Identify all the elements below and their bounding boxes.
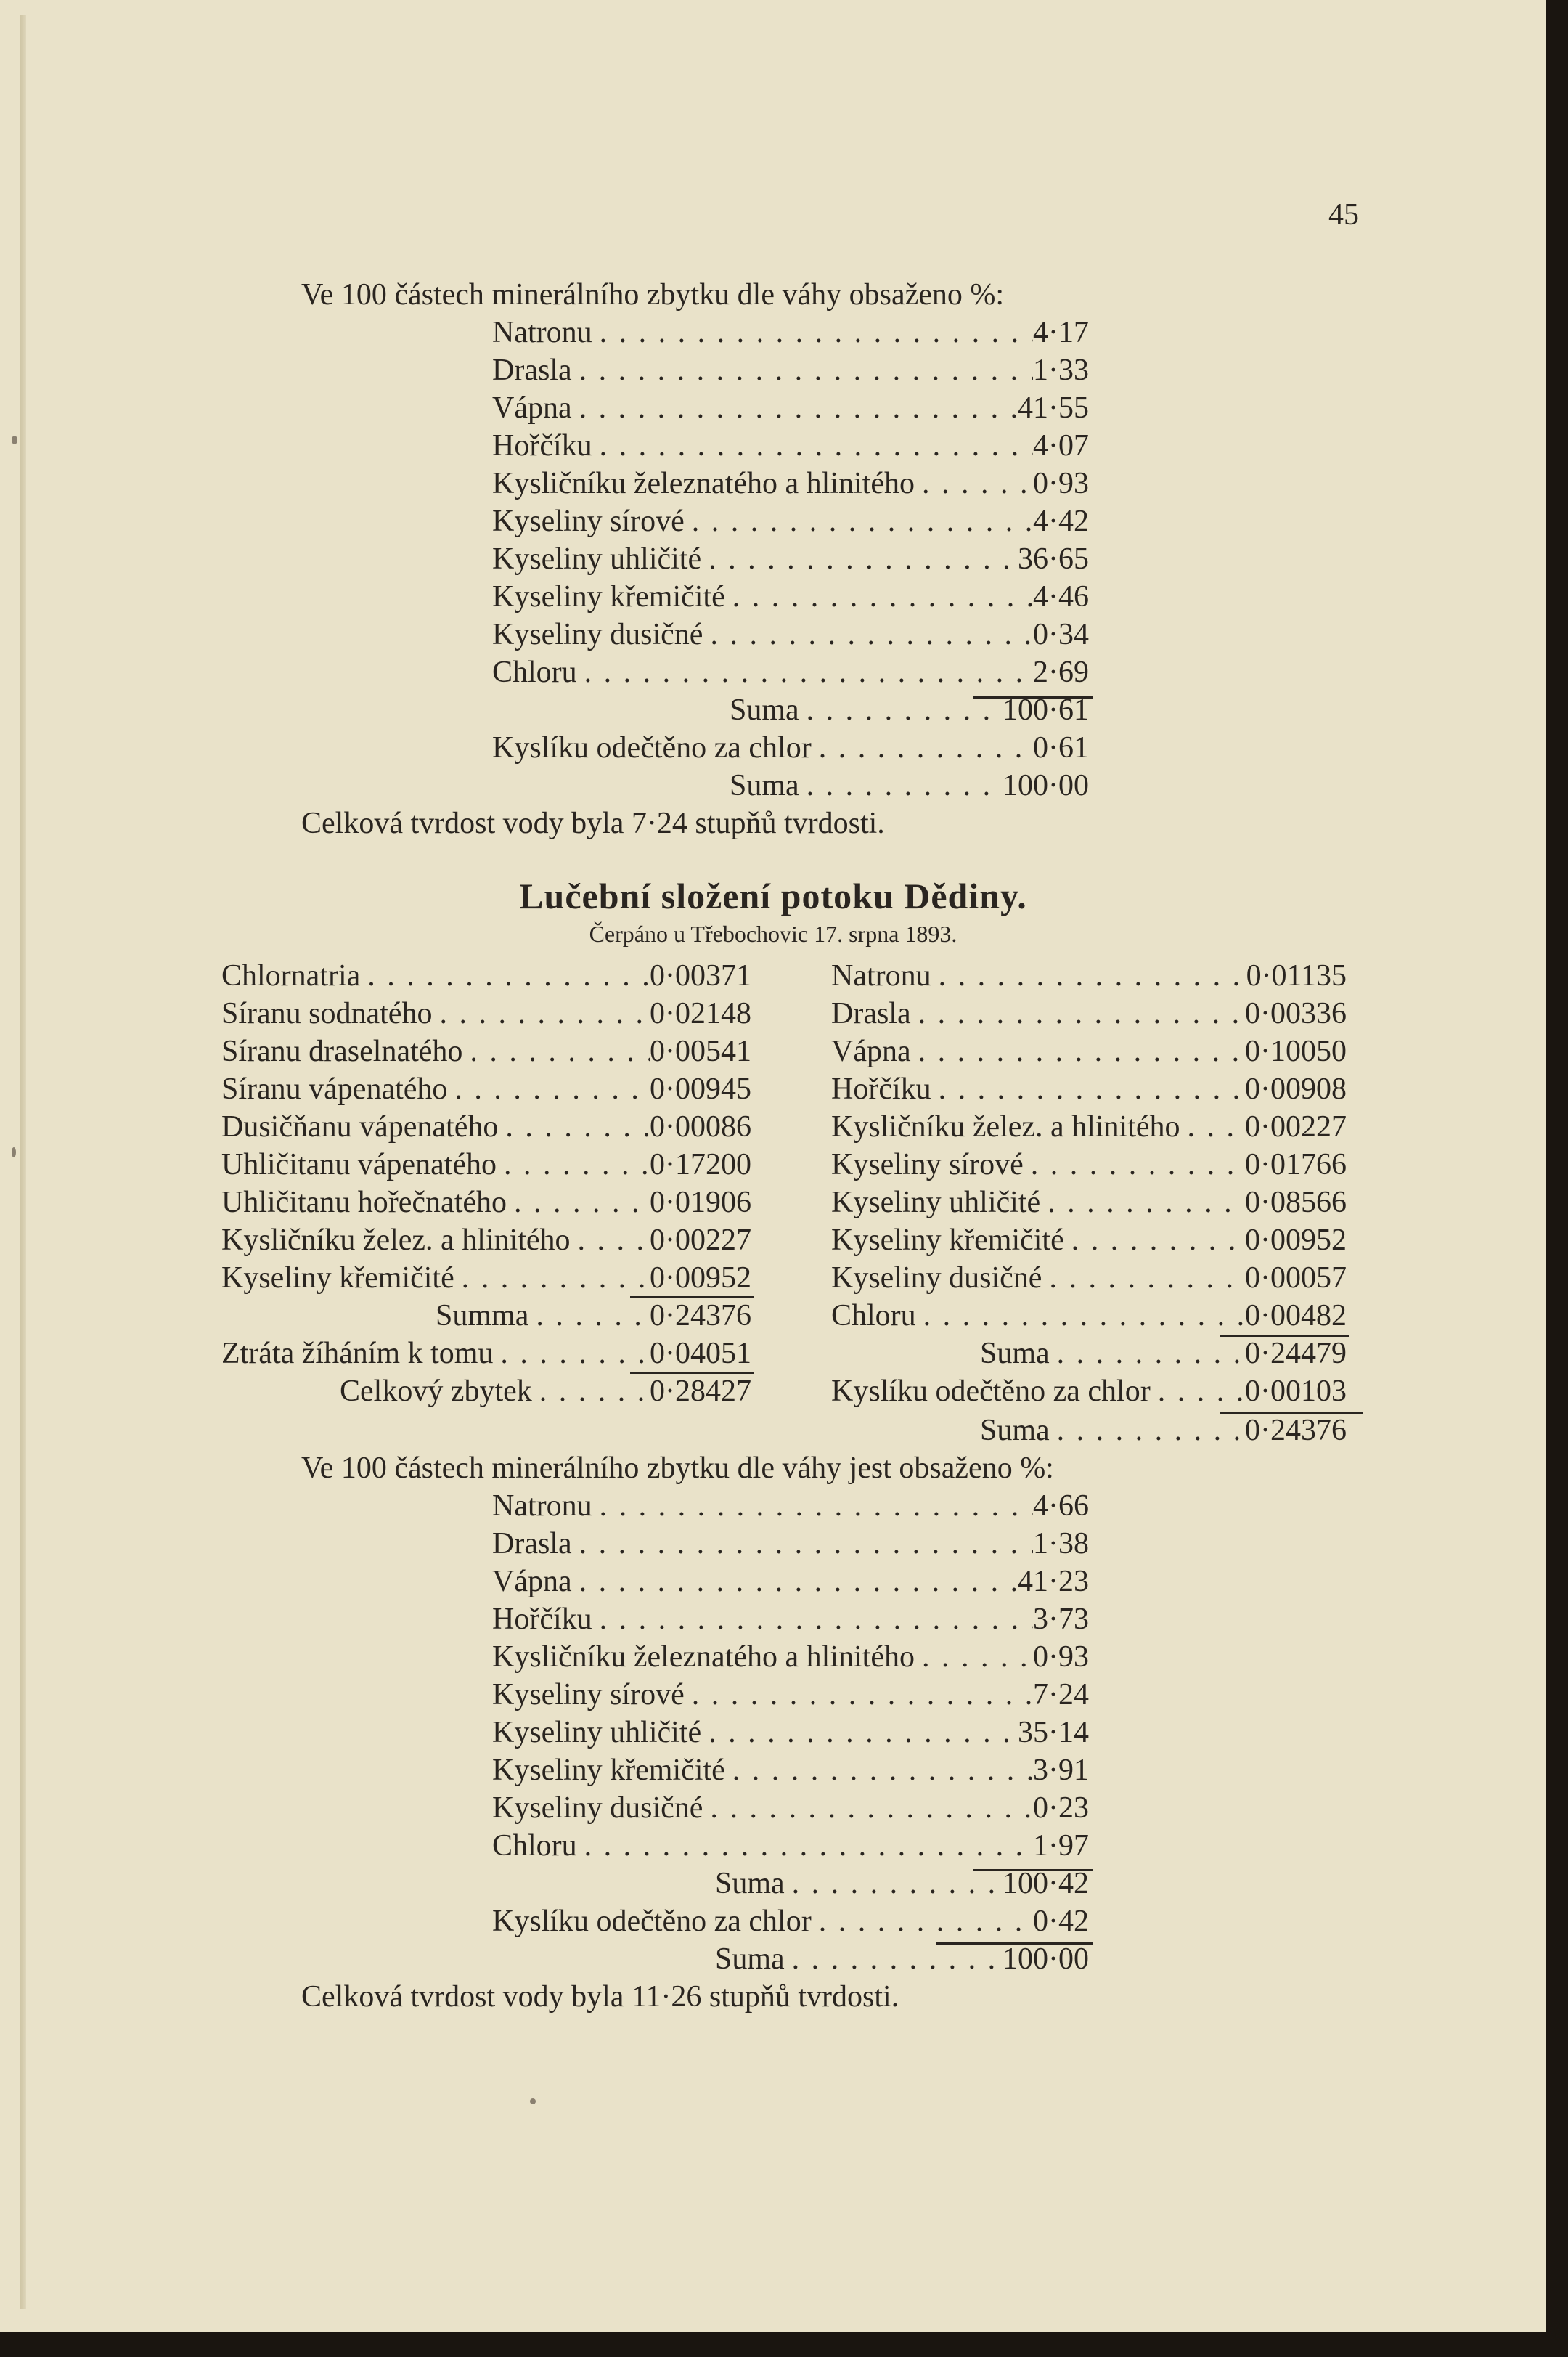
section1-oxygen: Kyslíku odečtěno za chlor . . . 0·61 xyxy=(492,729,1089,767)
component-row: Kysličníku želez. a hlinitého . . . 0·00227 xyxy=(831,1108,1347,1146)
section2-subtitle: Čerpáno u Třebochovic 17. srpna 1893. xyxy=(589,921,957,947)
component-row: Vápna . . . 0·10050 xyxy=(831,1033,1347,1070)
component-row: Hořčíku . . . 0·00908 xyxy=(831,1070,1347,1108)
composition-row: Kyseliny dusičné . . . 0·34 xyxy=(492,616,1089,654)
salt-row: Uhličitanu vápenatého . . . 0·17200 xyxy=(221,1146,751,1184)
composition-row: Kyseliny sírové . . . 4·42 xyxy=(492,502,1089,540)
salt-row: Síranu draselnatého . . . 0·00541 xyxy=(221,1033,751,1070)
section2-title: Lučební složení potoku Dědiny. xyxy=(519,876,1027,916)
component-row: Natronu . . . 0·01135 xyxy=(831,957,1347,995)
left-summa: Summa . . . 0·24376 xyxy=(436,1297,751,1335)
composition-row: Natronu . . . 4·66 xyxy=(492,1487,1089,1525)
section1-sum2: Suma . . . 100·00 xyxy=(730,767,1089,805)
composition-row: Kysličníku železnatého a hlinitého . . . 0·93 xyxy=(492,465,1089,502)
component-row: Chloru . . . 0·00482 xyxy=(831,1297,1347,1335)
salt-row: Kyseliny křemičité . . . 0·00952 xyxy=(221,1259,751,1297)
composition-row: Natronu . . . 4·17 xyxy=(492,314,1089,351)
composition-row: Kyseliny křemičité . . . 4·46 xyxy=(492,578,1089,616)
salt-row: Chlornatria . . . 0·00371 xyxy=(221,957,751,995)
left-loss: Ztráta žíháním k tomu . . . 0·04051 xyxy=(221,1335,751,1372)
component-row: Kyseliny křemičité . . . 0·00952 xyxy=(831,1221,1347,1259)
salt-row: Uhličitanu hořečnatého . . . 0·01906 xyxy=(221,1184,751,1221)
section3-sum2: Suma . . . 100·00 xyxy=(715,1940,1089,1978)
section1-intro: Ve 100 částech minerálního zbytku dle váhy obsaženo %: xyxy=(301,278,1005,312)
component-row: Kyseliny sírové . . . 0·01766 xyxy=(831,1146,1347,1184)
composition-row: Hořčíku . . . 3·73 xyxy=(492,1600,1089,1638)
print-speck xyxy=(530,2098,536,2104)
section1-sum1: Suma . . . 100·61 xyxy=(730,691,1089,729)
page-spine xyxy=(20,15,26,2309)
composition-row: Kyseliny uhličité . . . 36·65 xyxy=(492,540,1089,578)
salt-row: Dusičňanu vápenatého . . . 0·00086 xyxy=(221,1108,751,1146)
composition-row: Drasla . . . 1·38 xyxy=(492,1525,1089,1563)
left-total: Celkový zbytek . . . 0·28427 xyxy=(340,1372,751,1410)
component-row: Kyseliny dusičné . . . 0·00057 xyxy=(831,1259,1347,1297)
composition-row: Chloru . . . 2·69 xyxy=(492,654,1089,691)
composition-row: Kyseliny uhličité . . . 35·14 xyxy=(492,1714,1089,1751)
composition-row: Kyseliny dusičné . . . 0·23 xyxy=(492,1789,1089,1827)
composition-row: Drasla . . . 1·33 xyxy=(492,351,1089,389)
section3-hardness: Celková tvrdost vody byla 11·26 stupňů tvrdosti. xyxy=(301,1980,899,2014)
composition-row: Kyseliny křemičité . . . 3·91 xyxy=(492,1751,1089,1789)
salt-row: Kysličníku želez. a hlinitého . . . 0·00227 xyxy=(221,1221,751,1259)
section1-hardness: Celková tvrdost vody byla 7·24 stupňů tvrdosti. xyxy=(301,807,885,840)
section3-oxygen: Kyslíku odečtěno za chlor . . . 0·42 xyxy=(492,1902,1089,1940)
composition-row: Vápna . . . 41·23 xyxy=(492,1563,1089,1600)
section3-sum1: Suma . . . 100·42 xyxy=(715,1865,1089,1902)
composition-row: Kysličníku železnatého a hlinitého . . . 0·93 xyxy=(492,1638,1089,1676)
composition-row: Kyseliny sírové . . . 7·24 xyxy=(492,1676,1089,1714)
composition-row: Vápna . . . 41·55 xyxy=(492,389,1089,427)
composition-row: Chloru . . . 1·97 xyxy=(492,1827,1089,1865)
section3-intro: Ve 100 částech minerálního zbytku dle váhy jest obsaženo %: xyxy=(301,1452,1054,1485)
salt-row: Síranu vápenatého . . . 0·00945 xyxy=(221,1070,751,1108)
component-row: Drasla . . . 0·00336 xyxy=(831,995,1347,1033)
print-speck xyxy=(12,1147,16,1157)
composition-row: Hořčíku . . . 4·07 xyxy=(492,427,1089,465)
page-number: 45 xyxy=(1328,198,1359,232)
right-sum1: Suma . . . 0·24479 xyxy=(980,1335,1347,1372)
right-oxygen: Kyslíku odečtěno za chlor . . . 0·00103 xyxy=(831,1372,1347,1410)
salt-row: Síranu sodnatého . . . 0·02148 xyxy=(221,995,751,1033)
component-row: Kyseliny uhličité . . . 0·08566 xyxy=(831,1184,1347,1221)
right-sum2: Suma . . . 0·24376 xyxy=(980,1412,1347,1449)
print-speck xyxy=(12,436,17,444)
